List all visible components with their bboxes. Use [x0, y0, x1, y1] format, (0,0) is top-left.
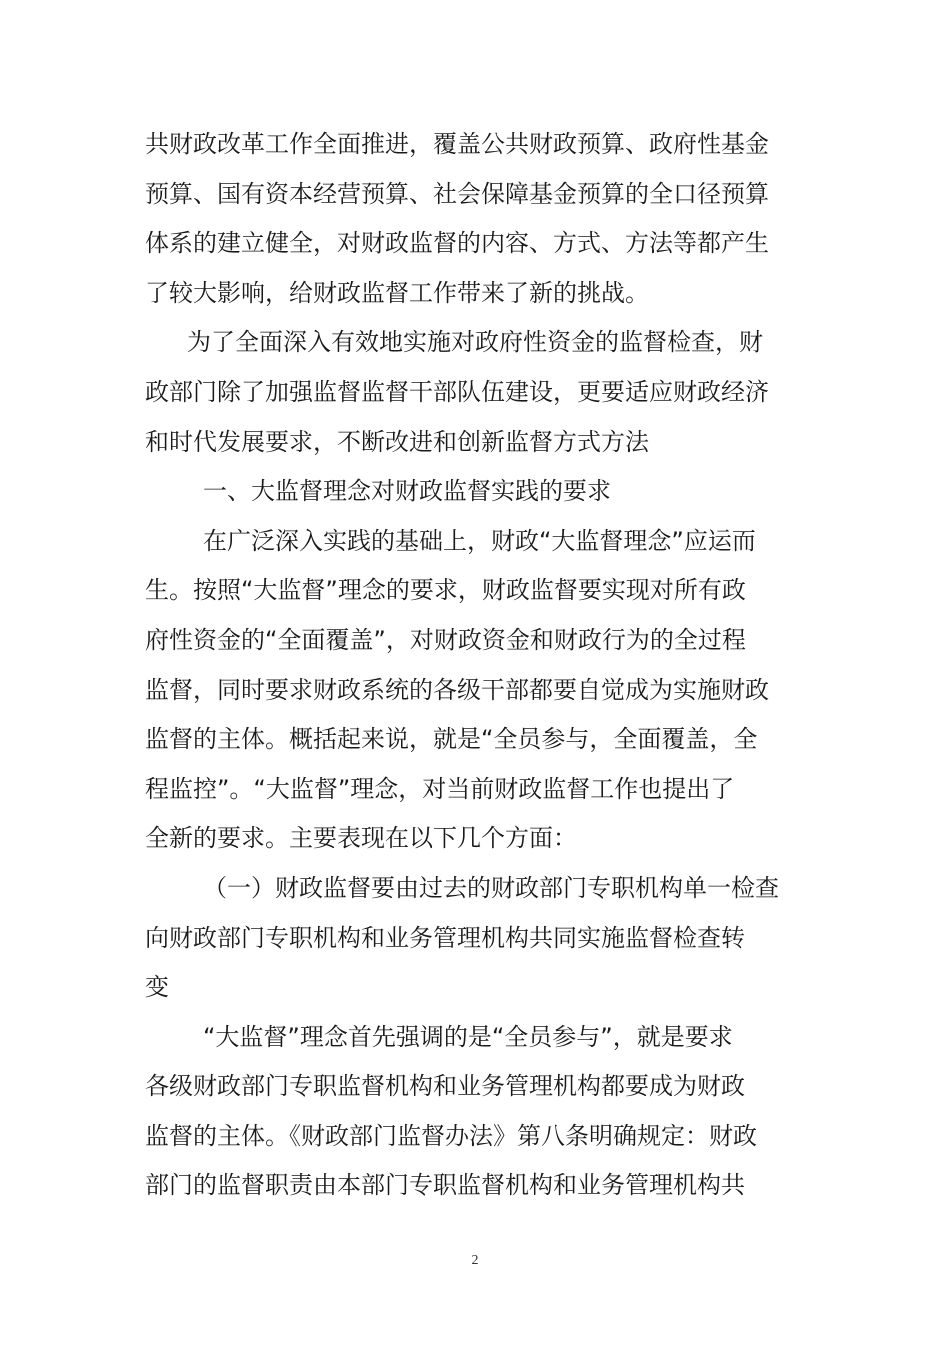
text-line-13: 监督的主体。概括起来说，就是“全员参与，全面覆盖，全 — [145, 725, 758, 754]
text-line-22: 部门的监督职责由本部门专职监督机构和业务管理机构共 — [145, 1171, 745, 1200]
text-line-7: 和时代发展要求，不断改进和创新监督方式方法 — [145, 427, 649, 456]
text-line-21: 监督的主体。《财政部门监督办法》第八条明确规定：财政 — [145, 1121, 757, 1150]
text-line-12: 监督，同时要求财政系统的各级干部都要自觉成为实施财政 — [145, 675, 769, 704]
text-line-2: 预算、国有资本经营预算、社会保障基金预算的全口径预算 — [145, 179, 769, 208]
body-text — [145, 120, 805, 1211]
text-line-1: 共财政改革工作全面推进，覆盖公共财政预算、政府性基金 — [145, 130, 769, 158]
text-line-20: 各级财政部门专职监督机构和业务管理机构都要成为财政 — [145, 1072, 745, 1101]
text-line-5: 为了全面深入有效地实施对政府性资金的监督检查，财 — [187, 328, 763, 357]
text-line-14: 程监控”。“大监督”理念，对当前财政监督工作也提出了 — [145, 774, 735, 803]
text-line-11: 府性资金的“全面覆盖”，对财政资金和财政行为的全过程 — [145, 625, 746, 654]
subsection-heading: （一）财政监督要由过去的财政部门专职机构单一检查 — [203, 873, 779, 902]
text-line-4: 了较大影响，给财政监督工作带来了新的挑战。 — [145, 278, 649, 307]
text-line-15: 全新的要求。主要表现在以下几个方面： — [145, 824, 577, 853]
text-line-17: 向财政部门专职机构和业务管理机构共同实施监督检查转 — [145, 923, 745, 952]
text-line-9: 在广泛深入实践的基础上，财政“大监督理念”应运而 — [203, 526, 756, 555]
text-line-18: 变 — [145, 973, 169, 1002]
page-number: 2 — [471, 1253, 479, 1268]
section-heading: 一、大监督理念对财政监督实践的要求 — [203, 477, 611, 506]
text-line-6: 政部门除了加强监督监督干部队伍建设，更要适应财政经济 — [145, 377, 769, 406]
text-line-3: 体系的建立健全，对财政监督的内容、方式、方法等都产生 — [145, 229, 769, 258]
text-line-10: 生。按照“大监督”理念的要求，财政监督要实现对所有政 — [145, 576, 746, 605]
text-line-19: “大监督”理念首先强调的是“全员参与”，就是要求 — [203, 1022, 733, 1051]
